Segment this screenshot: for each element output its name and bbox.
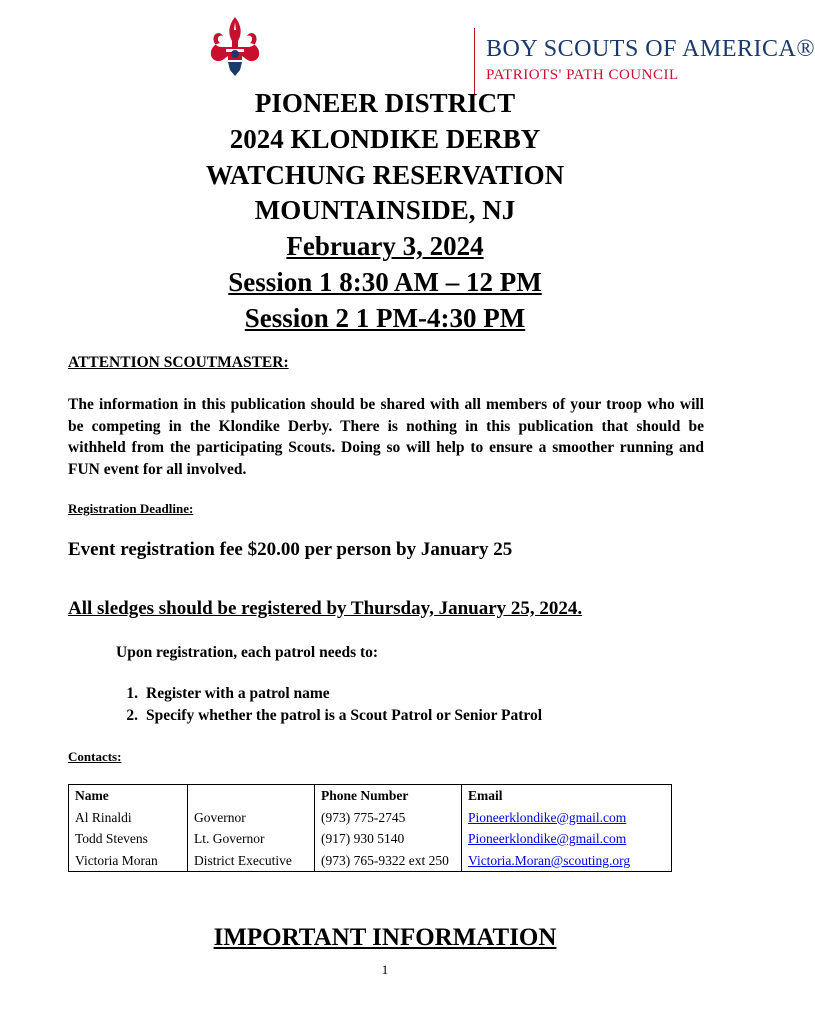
sledge-registration-notice: All sledges should be registered by Thursday, January 25, 2024. — [68, 598, 583, 619]
bsa-logo — [206, 14, 815, 84]
column-header-name: Name — [69, 785, 188, 807]
contact-email-link[interactable]: Pioneerklondike@gmail.com — [468, 809, 627, 825]
contact-phone: (973) 775-2745 — [315, 807, 462, 829]
table-row — [69, 807, 672, 829]
contacts-table — [68, 784, 672, 872]
registration-deadline-label: Registration Deadline: — [68, 501, 194, 516]
council-name: PATRIOTS' PATH COUNCIL — [486, 67, 679, 83]
contact-phone: (973) 765-9322 ext 250 — [315, 850, 462, 872]
contact-name: Todd Stevens — [69, 828, 188, 850]
table-header-row — [69, 785, 672, 807]
list-item: 1. Register with a patrol name — [126, 685, 330, 702]
column-header-role — [188, 785, 315, 807]
title-event: 2024 KLONDIKE DERBY — [229, 123, 541, 154]
list-item: 2. Specify whether the patrol is a Scout Patrol or Senior Patrol — [126, 707, 543, 724]
org-name: BOY SCOUTS OF AMERICA® — [486, 36, 815, 62]
registration-fee: Event registration fee $20.00 per person by January 25 — [68, 539, 513, 560]
patrol-requirements-intro: Upon registration, each patrol needs to: — [116, 644, 379, 661]
contact-role: Governor — [188, 807, 315, 829]
fleur-de-lis-icon — [206, 14, 264, 80]
contact-phone: (917) 930 5140 — [315, 828, 462, 850]
title-venue: WATCHUNG RESERVATION — [205, 159, 565, 190]
contact-name: Victoria Moran — [69, 850, 188, 872]
table-row — [69, 850, 672, 872]
attention-heading: ATTENTION SCOUTMASTER: — [68, 354, 289, 371]
title-session-1: Session 1 8:30 AM – 12 PM — [228, 266, 542, 297]
contact-role: Lt. Governor — [188, 828, 315, 850]
contact-name: Al Rinaldi — [69, 807, 188, 829]
contact-email-cell — [462, 850, 672, 872]
title-date: February 3, 2024 — [286, 231, 484, 262]
page-number: 1 — [381, 962, 389, 977]
column-header-email: Email — [462, 785, 672, 807]
table-row — [69, 828, 672, 850]
logo-divider — [474, 28, 475, 94]
title-district: PIONEER DISTRICT — [254, 88, 516, 118]
title-block — [0, 86, 770, 337]
important-information-heading: IMPORTANT INFORMATION — [213, 924, 557, 951]
contact-email-link[interactable]: Victoria.Moran@scouting.org — [468, 852, 631, 868]
column-header-phone: Phone Number — [315, 785, 462, 807]
contact-email-link[interactable]: Pioneerklondike@gmail.com — [468, 831, 627, 846]
patrol-requirements-list — [116, 683, 542, 727]
title-session-2: Session 2 1 PM-4:30 PM — [244, 302, 526, 333]
contact-role: District Executive — [188, 850, 315, 872]
contact-email-cell — [462, 828, 672, 850]
contact-email-cell — [462, 807, 672, 829]
title-location: MOUNTAINSIDE, NJ — [254, 195, 516, 226]
intro-paragraph: The information in this publication should be shared with all members of your troop who will be competing in the Klondike Derby. There is nothing in this publication that should be withheld from the participating Scouts. Doing so will help to ensure a smoother running and FUN event for all involved. — [68, 396, 704, 478]
contacts-label: Contacts: — [68, 749, 122, 764]
